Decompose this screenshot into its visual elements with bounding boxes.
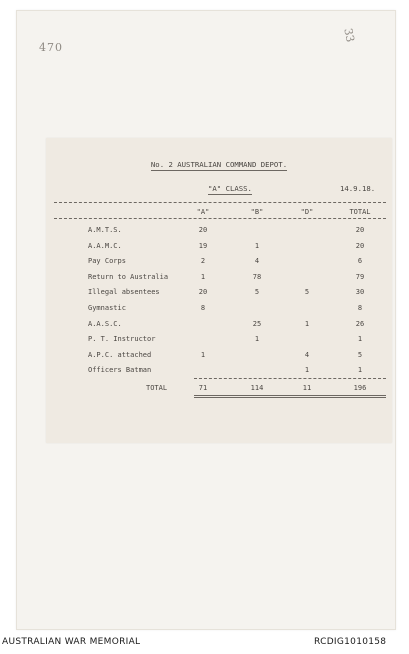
table-row bbox=[46, 240, 392, 252]
table-row bbox=[46, 286, 392, 298]
table-row bbox=[46, 255, 392, 267]
cell-a: 1 bbox=[200, 350, 206, 359]
header-rule-top bbox=[54, 202, 386, 203]
cell-total: 30 bbox=[355, 288, 365, 297]
row-label: A.A.M.C. bbox=[88, 241, 122, 250]
cell-total: 20 bbox=[355, 241, 365, 250]
column-header-a: "A" bbox=[196, 208, 210, 216]
cell-total: 1 bbox=[357, 366, 363, 375]
cell-total: 20 bbox=[355, 226, 365, 234]
cell-total: 5 bbox=[357, 350, 363, 359]
table-row bbox=[46, 333, 392, 345]
cell-d: 4 bbox=[304, 350, 310, 359]
table-row bbox=[46, 302, 392, 314]
document-title: No. 2 AUSTRALIAN COMMAND DEPOT. bbox=[150, 160, 288, 169]
class-label: "A" CLASS. bbox=[208, 184, 252, 193]
cell-a: 8 bbox=[200, 304, 206, 312]
row-label: A.A.S.C. bbox=[88, 319, 122, 328]
table-row bbox=[46, 271, 392, 283]
row-label: Officers Batman bbox=[88, 366, 152, 375]
folio-number-left: 470 bbox=[39, 41, 63, 54]
total-rule-double bbox=[194, 397, 386, 398]
cell-total: 8 bbox=[357, 304, 363, 312]
typed-return-slip bbox=[46, 138, 392, 443]
cell-a: 20 bbox=[198, 288, 208, 297]
cell-b: 78 bbox=[252, 272, 262, 281]
grand-total: 196 bbox=[353, 384, 367, 392]
folio-number-right: 33 bbox=[341, 27, 357, 44]
cell-b: 4 bbox=[254, 257, 260, 266]
total-d: 11 bbox=[302, 384, 312, 392]
table-row bbox=[46, 364, 392, 376]
column-header-b: "B" bbox=[250, 208, 264, 216]
row-label: Pay Corps bbox=[88, 257, 126, 266]
cell-d: 1 bbox=[304, 319, 310, 328]
row-label: P. T. Instructor bbox=[88, 335, 156, 344]
cell-total: 1 bbox=[357, 335, 363, 344]
table-row bbox=[46, 349, 392, 361]
total-label: TOTAL bbox=[146, 384, 168, 392]
cell-total: 26 bbox=[355, 319, 365, 328]
cell-a: 20 bbox=[198, 226, 208, 234]
cell-b: 1 bbox=[254, 241, 260, 250]
total-a: 71 bbox=[198, 384, 208, 392]
archive-reference: RCDIG1010158 bbox=[314, 637, 387, 647]
row-label: Gymnastic bbox=[88, 304, 126, 312]
row-label: A.M.T.S. bbox=[88, 226, 122, 234]
table-header bbox=[46, 206, 392, 218]
table-row bbox=[46, 318, 392, 330]
archive-credit: AUSTRALIAN WAR MEMORIAL bbox=[2, 637, 141, 647]
cell-a: 19 bbox=[198, 241, 208, 250]
column-header-d: "D" bbox=[300, 208, 314, 216]
cell-b: 25 bbox=[252, 319, 262, 328]
document-date: 14.9.18. bbox=[340, 184, 376, 193]
row-label: A.P.C. attached bbox=[88, 350, 152, 359]
cell-total: 79 bbox=[355, 272, 365, 281]
cell-b: 5 bbox=[254, 288, 260, 297]
total-b: 114 bbox=[250, 384, 264, 392]
column-header-total: TOTAL bbox=[349, 208, 371, 216]
total-rule-top bbox=[194, 378, 386, 379]
cell-total: 6 bbox=[357, 257, 363, 266]
cell-a: 2 bbox=[200, 257, 206, 266]
total-rule-bottom bbox=[194, 395, 386, 396]
total-row bbox=[46, 382, 392, 394]
row-label: Illegal absentees bbox=[88, 288, 160, 297]
cell-a: 1 bbox=[200, 272, 206, 281]
cell-b: 1 bbox=[254, 335, 260, 344]
cell-d: 1 bbox=[304, 366, 310, 375]
table-row bbox=[46, 224, 392, 236]
header-rule-bottom bbox=[54, 218, 386, 219]
row-label: Return to Australia bbox=[88, 272, 169, 281]
cell-d: 5 bbox=[304, 288, 310, 297]
